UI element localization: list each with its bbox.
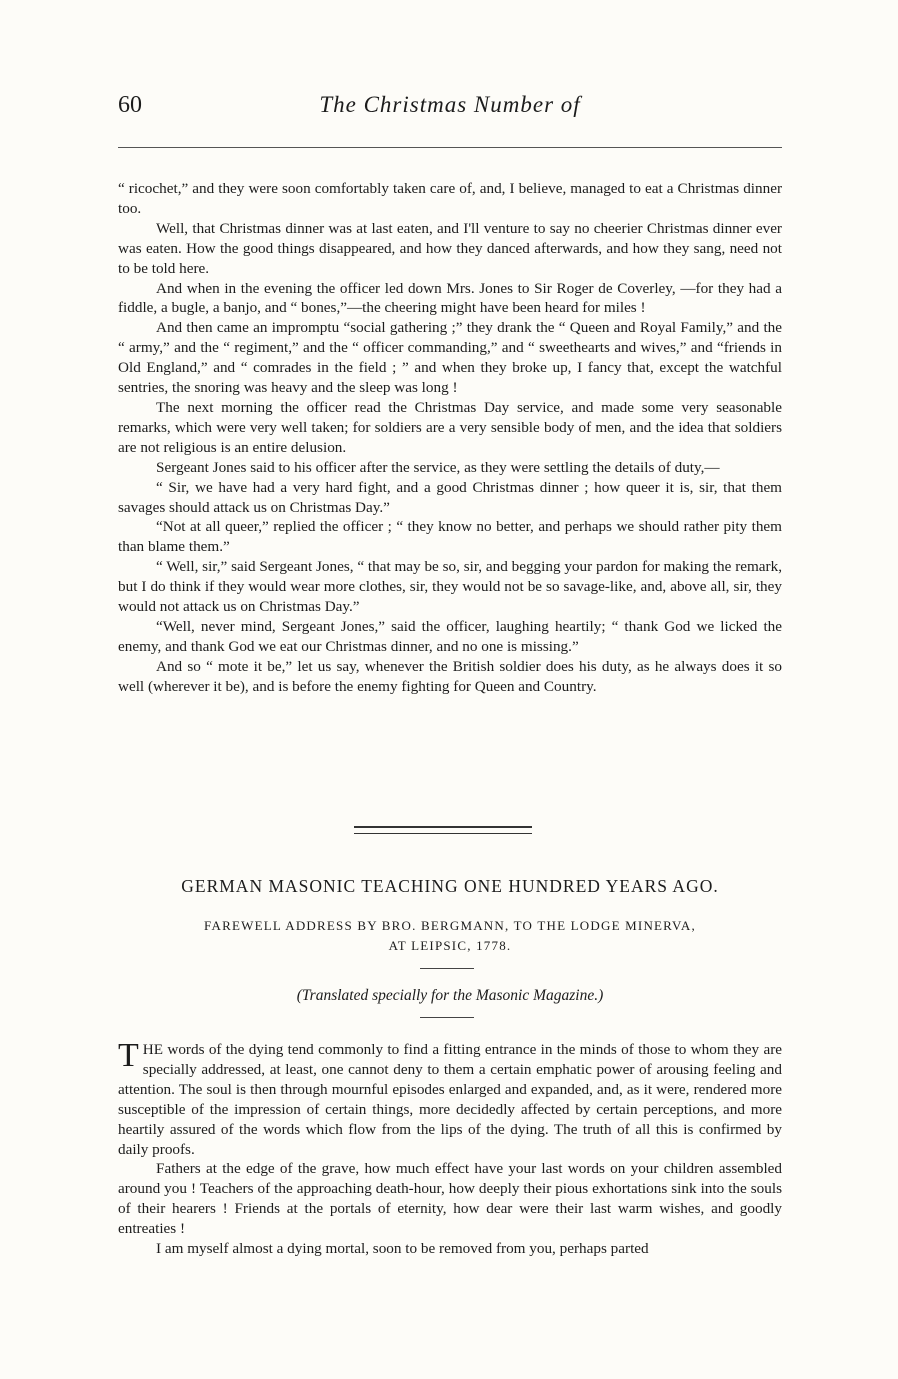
article-body — [118, 1037, 782, 1259]
header-rule — [118, 147, 782, 148]
translation-note: (Translated specially for the Masonic Magazine.) — [296, 987, 604, 1004]
paragraph: Well, that Christmas dinner was at last eaten, and I'll venture to say no cheerier Christmas dinner ever was eaten. How the good things disappeared, and how they danced afterwards, and how they sang, need not to be told here. — [118, 219, 782, 277]
drop-cap: T — [118, 1037, 139, 1074]
short-rule — [420, 1017, 474, 1018]
paragraph: “ ricochet,” and they were soon comfortably taken care of, and, I believe, managed to eat a Christmas dinner too. — [118, 180, 782, 217]
paragraph — [118, 1037, 782, 1159]
paragraph: And when in the evening the officer led down Mrs. Jones to Sir Roger de Coverley, —for they had a fiddle, a bugle, a banjo, and “ bones,”—the cheering might have been heard for miles ! — [118, 279, 782, 317]
paragraph: “ Well, sir,” said Sergeant Jones, “ that may be so, sir, and begging your pardon for making the remark, but I do think if they would wear more clothes, sir, they would not be so savage-like, and, above all, sir, they would not attack us on Christmas Day.” — [118, 558, 782, 616]
paragraph: “Not at all queer,” replied the officer ; “ they know no better, and perhaps we should rather pity them than blame them.” — [118, 518, 782, 556]
subtitle-line: AT LEIPSIC, 1778. — [388, 938, 512, 953]
page-number: 60 — [118, 92, 142, 118]
article-subtitle — [118, 916, 782, 956]
page-header — [118, 92, 782, 128]
subtitle-line: FAREWELL ADDRESS BY BRO. BERGMANN, TO THE LODGE MINERVA, — [204, 918, 696, 933]
paragraph: And so “ mote it be,” let us say, whenever the British soldier does his duty, as he always does it so well (wherever it be), and is before the enemy fighting for Queen and Country. — [118, 657, 782, 695]
paragraph: And then came an impromptu “social gathering ;” they drank the “ Queen and Royal Family,” and the “ army,” and the “ regiment,” and the “ officer commanding,” and “ sweethearts and wives,” and “friends in Old England,” and “ comrades in the field ; ” and when they broke up, I fancy that, except the watchful sentries, the snoring was heavy and the sleep was long ! — [118, 319, 782, 397]
paragraph: “Well, never mind, Sergeant Jones,” said the officer, laughing heartily; “ thank God we licked the enemy, and thank God we eat our Christmas dinner, and no one is missing.” — [118, 617, 782, 655]
section-divider — [354, 826, 532, 834]
paragraph: The next morning the officer read the Christmas Day service, and made some very seasonable remarks, which were very well taken; for soldiers are a very sensible body of men, and the idea that soldiers are not religious is an entire delusion. — [118, 398, 782, 456]
short-rule — [420, 968, 474, 969]
paragraph-text: HE words of the dying tend commonly to find a fitting entrance in the minds of those to whom they are specially addressed, at least, one cannot deny to them a certain emphatic power of arousing feeling and attention. The soul is then through mournful episodes enlarged and expanded, and, as it were, rendered more susceptible of the impression of certain things, more decidedly affected by certain perceptions, and more heartily assured of the words which flow from the lips of the dying. The truth of all this is confirmed by daily proofs. — [118, 1041, 782, 1158]
paragraph: I am myself almost a dying mortal, soon to be removed from you, perhaps parted — [156, 1240, 649, 1258]
story-continuation — [118, 179, 782, 697]
paragraph: Sergeant Jones said to his officer after the service, as they were settling the details of duty,— — [156, 458, 720, 476]
paragraph: “ Sir, we have had a very hard fight, and a good Christmas dinner ; how queer it is, sir, that them savages should attack us on Christmas Day.” — [118, 478, 782, 516]
article-title: GERMAN MASONIC TEACHING ONE HUNDRED YEARS AGO. — [181, 876, 719, 896]
running-title: The Christmas Number of — [319, 92, 581, 117]
paragraph: Fathers at the edge of the grave, how much effect have your last words on your children assembled around you ! Teachers of the approaching death-hour, how deeply their pious exhortations sink into the souls of their hearers ! Friends at the portals of eternity, how dear were their last warm wishes, and goodly entreaties ! — [118, 1160, 782, 1238]
